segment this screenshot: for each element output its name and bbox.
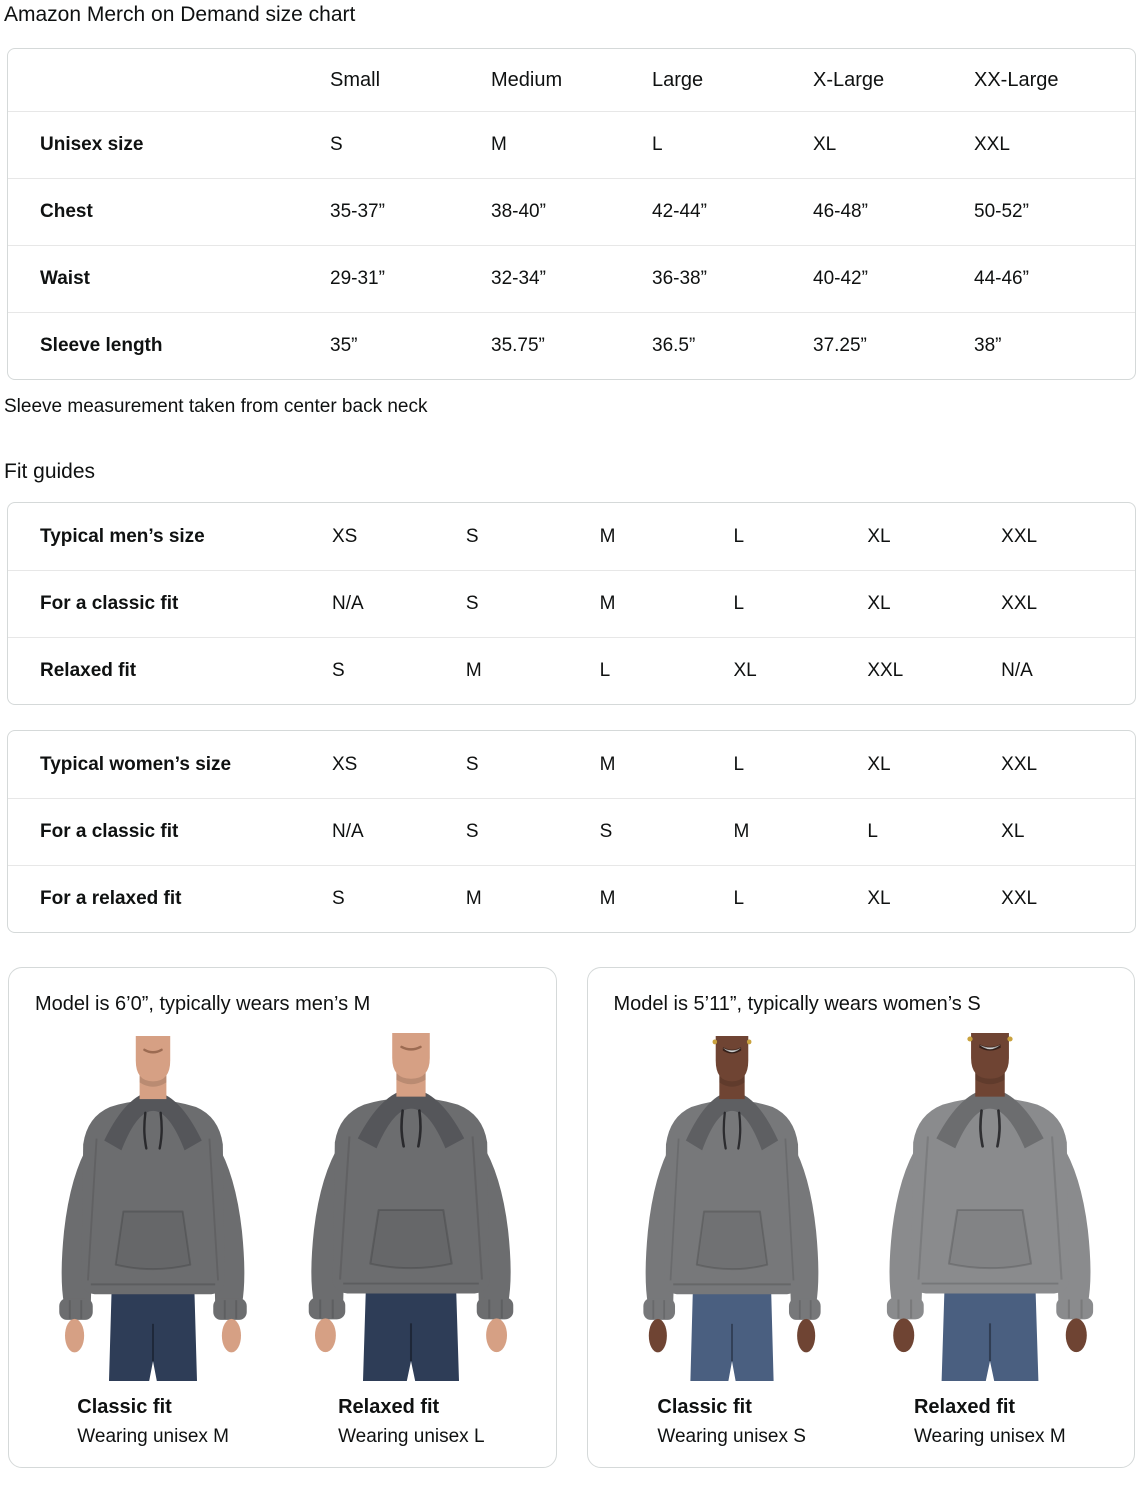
fit-guides-heading: Fit guides	[4, 460, 96, 484]
cell-value: M	[465, 888, 482, 910]
row-label: Typical men’s size	[40, 525, 205, 547]
cell-value: 37.25”	[813, 334, 867, 356]
womens-classic-model-photo	[628, 1036, 836, 1381]
cell-value: 32-34”	[491, 267, 546, 289]
table-row-chest	[8, 178, 1135, 245]
header-cell-small: Small	[330, 69, 381, 92]
cell-value: M	[599, 525, 616, 547]
mens-figures	[19, 1021, 546, 1449]
cell-value: S	[465, 821, 479, 843]
table-row-womens-relaxed-fit	[8, 865, 1135, 932]
cell-value: XL	[867, 593, 891, 615]
row-label: Sleeve length	[40, 334, 163, 356]
cell-value: 36-38”	[652, 267, 707, 289]
header-cell-medium: Medium	[491, 69, 563, 92]
mens-classic-model-photo	[43, 1036, 263, 1381]
table-row-typical-womens-size	[8, 731, 1135, 798]
fit-wearing: Wearing unisex S	[657, 1426, 806, 1448]
cell-value: S	[465, 753, 479, 775]
cell-value: M	[465, 660, 482, 682]
cell-value: S	[465, 593, 479, 615]
cell-value: N/A	[332, 593, 364, 615]
womens-relaxed-caption	[914, 1381, 1066, 1449]
size-chart-table	[7, 48, 1136, 380]
cell-value: S	[332, 660, 345, 682]
cell-value: 29-31”	[330, 267, 385, 289]
cell-value: M	[599, 888, 616, 910]
row-label: Unisex size	[40, 133, 144, 155]
model-boxes	[8, 967, 1135, 1468]
mens-model-title: Model is 6’0”, typically wears men’s M	[35, 993, 371, 1016]
header-cell-xxlarge: XX-Large	[974, 69, 1059, 92]
header-cell-xlarge: X-Large	[813, 69, 885, 92]
cell-value: M	[491, 133, 507, 155]
mens-classic-fit-figure	[29, 1036, 277, 1449]
cell-value: XL	[733, 660, 757, 682]
cell-value: XXL	[974, 133, 1010, 155]
womens-relaxed-model-photo	[869, 1033, 1111, 1381]
cell-value: L	[733, 753, 745, 775]
cell-value: XXL	[1001, 593, 1038, 615]
cell-value: S	[332, 888, 345, 910]
mens-model-box	[8, 967, 557, 1468]
mens-fit-guide-table	[7, 502, 1136, 705]
cell-value: XS	[332, 753, 358, 775]
fit-wearing: Wearing unisex M	[913, 1426, 1066, 1448]
cell-value: M	[599, 753, 616, 775]
cell-value: 50-52”	[974, 200, 1029, 222]
cell-value: 46-48”	[813, 200, 868, 222]
cell-value: L	[867, 821, 878, 843]
cell-value: L	[733, 593, 745, 615]
womens-relaxed-fit-figure	[866, 1033, 1114, 1449]
womens-model-title: Model is 5’11”, typically wears women’s S	[613, 993, 981, 1016]
cell-value: XL	[867, 888, 891, 910]
cell-value: N/A	[332, 821, 364, 843]
cell-value: L	[733, 525, 745, 547]
womens-classic-caption	[657, 1381, 806, 1449]
cell-value: L	[733, 888, 745, 910]
cell-value: XXL	[1001, 525, 1038, 547]
table-row-sleeve-length	[8, 312, 1135, 379]
page-title: Amazon Merch on Demand size chart	[4, 3, 356, 26]
fit-name: Classic fit	[657, 1396, 752, 1419]
cell-value: S	[599, 821, 613, 843]
cell-value: XL	[867, 753, 891, 775]
row-label: For a relaxed fit	[40, 888, 182, 910]
mens-relaxed-fit-figure	[287, 1033, 535, 1449]
table-row-typical-mens-size	[8, 503, 1135, 570]
cell-value: XL	[1001, 821, 1025, 843]
cell-value: XXL	[867, 660, 904, 682]
fit-name: Relaxed fit	[913, 1396, 1016, 1419]
cell-value: M	[599, 593, 616, 615]
sleeve-measurement-note: Sleeve measurement taken from center back neck	[4, 396, 428, 418]
fit-name: Classic fit	[77, 1396, 172, 1419]
cell-value: 36.5”	[652, 334, 696, 356]
row-label: Typical women’s size	[40, 753, 232, 775]
table-row-mens-relaxed-fit	[8, 637, 1135, 704]
mens-relaxed-model-photo	[291, 1033, 531, 1381]
cell-value: XXL	[1001, 888, 1038, 910]
cell-value: 35.75”	[491, 334, 545, 356]
cell-value: XS	[332, 525, 358, 547]
cell-value: S	[330, 133, 343, 155]
cell-value: 42-44”	[652, 200, 707, 222]
womens-fit-guide-table	[7, 730, 1136, 933]
cell-value: N/A	[1001, 660, 1033, 682]
size-chart-header-row	[8, 49, 1135, 111]
fit-wearing: Wearing unisex L	[338, 1426, 485, 1448]
table-row-unisex-size	[8, 111, 1135, 178]
fit-wearing: Wearing unisex M	[77, 1426, 230, 1448]
cell-value: L	[652, 133, 663, 155]
mens-relaxed-caption	[338, 1381, 484, 1449]
womens-model-box	[587, 967, 1136, 1468]
header-cell-large: Large	[652, 69, 704, 92]
mens-classic-caption	[77, 1381, 229, 1449]
womens-figures	[598, 1021, 1125, 1449]
cell-value: S	[465, 525, 479, 547]
row-label: Waist	[40, 267, 90, 289]
cell-value: 44-46”	[974, 267, 1029, 289]
table-row-mens-classic-fit	[8, 570, 1135, 637]
cell-value: XL	[813, 133, 837, 155]
cell-value: 35”	[330, 334, 358, 356]
cell-value: 35-37”	[330, 200, 385, 222]
row-label: Chest	[40, 200, 93, 222]
cell-value: XL	[867, 525, 891, 547]
table-row-waist	[8, 245, 1135, 312]
cell-value: 38-40”	[491, 200, 546, 222]
cell-value: L	[599, 660, 611, 682]
cell-value: 40-42”	[813, 267, 868, 289]
cell-value: XXL	[1001, 753, 1038, 775]
table-row-womens-classic-fit	[8, 798, 1135, 865]
cell-value: 38”	[974, 334, 1002, 356]
row-label: Relaxed fit	[40, 660, 137, 682]
row-label: For a classic fit	[40, 593, 179, 615]
womens-classic-fit-figure	[608, 1036, 856, 1449]
fit-name: Relaxed fit	[338, 1396, 440, 1419]
cell-value: M	[733, 821, 750, 843]
row-label: For a classic fit	[40, 821, 179, 843]
